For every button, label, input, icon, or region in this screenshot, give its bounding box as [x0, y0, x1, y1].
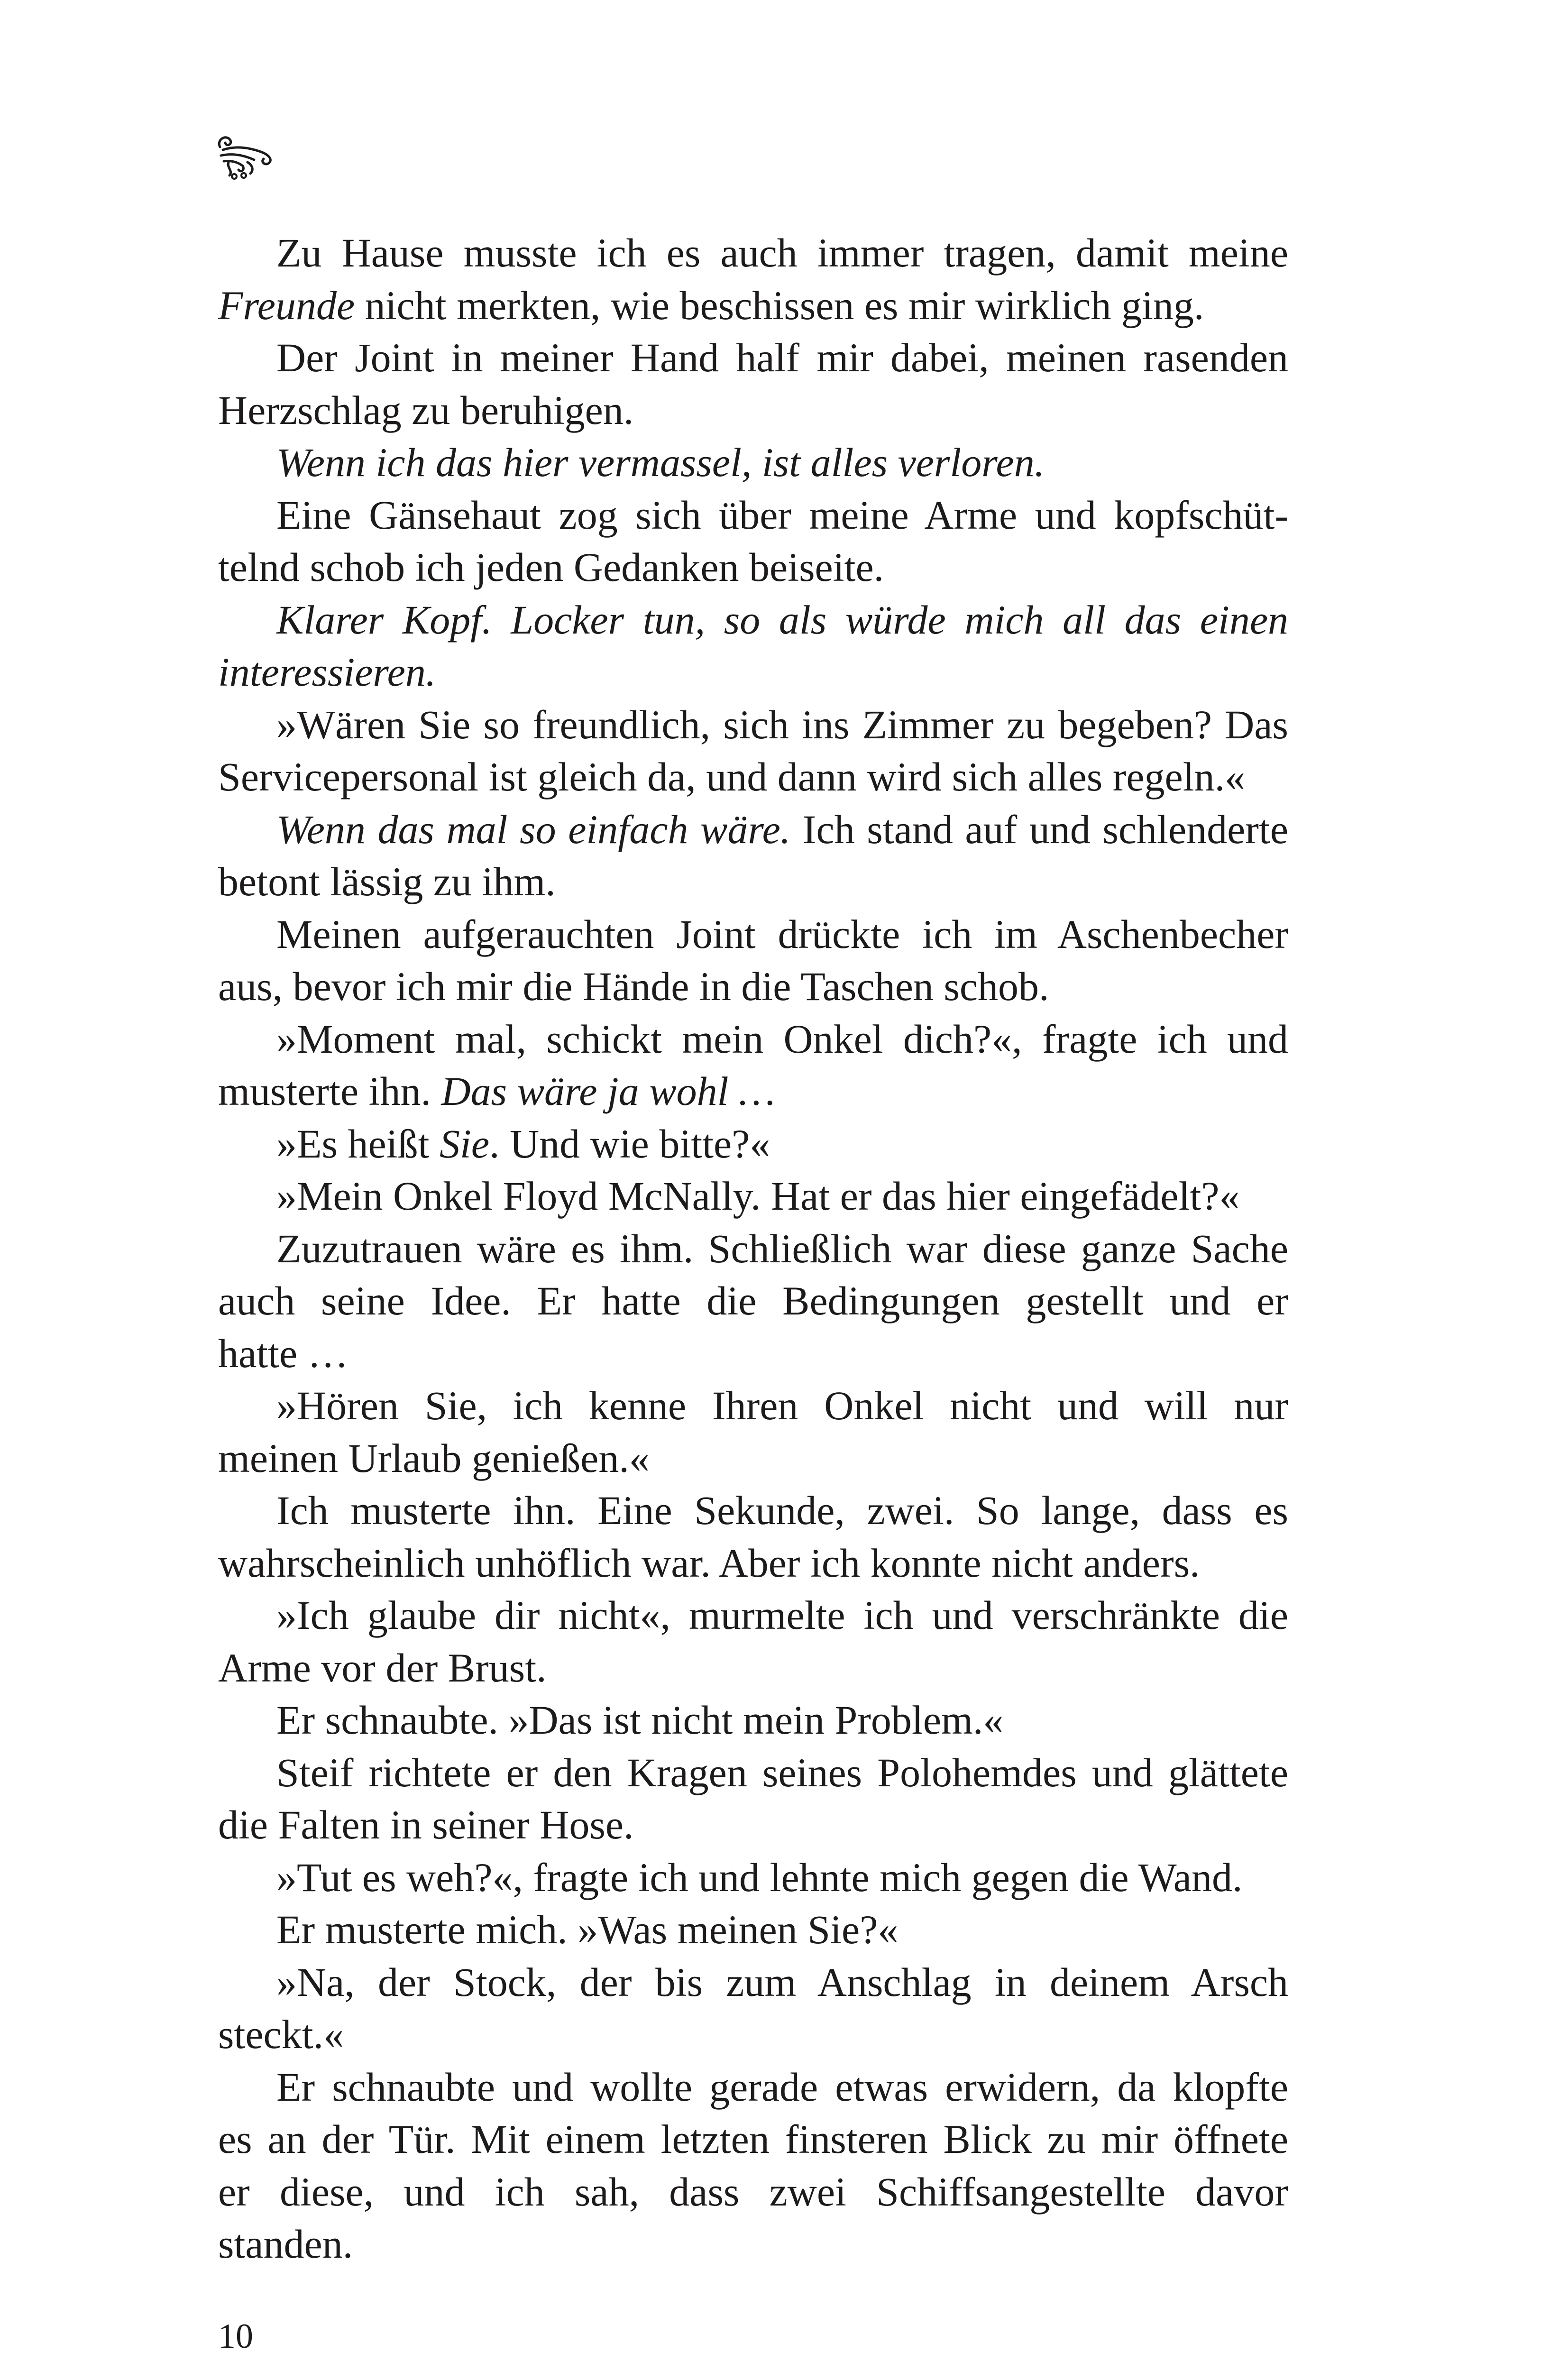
text-line: [218, 594, 1288, 646]
text-line: [218, 1013, 1288, 1066]
text-segment: Steif richtete er den Kragen seines Polohemdes und glättete: [276, 1749, 1288, 1795]
text-line: [218, 384, 1288, 437]
text-line: [218, 1327, 1288, 1380]
text-segment: Ich musterte ihn. Eine Sekunde, zwei. So lange, dass es: [276, 1488, 1288, 1533]
text-line: [218, 1746, 1288, 1799]
text-segment: »Na, der Stock, der bis zum Anschlag in deinem Arsch: [276, 1959, 1288, 2005]
body-text: [218, 227, 1288, 2270]
paragraph: [218, 908, 1288, 1013]
italic-text: Das wäre ja wohl …: [441, 1068, 775, 1114]
text-segment: . Und wie bitte?«: [489, 1121, 770, 1167]
text-line: [218, 227, 1288, 279]
paragraph: [218, 331, 1288, 436]
text-segment: telnd schob ich jeden Gedanken beiseite.: [218, 544, 884, 590]
paragraph: [218, 1589, 1288, 1694]
text-line: [218, 1956, 1288, 2009]
text-segment: Er musterte mich. »Was meinen Sie?«: [276, 1907, 899, 1952]
text-segment: Meinen aufgerauchten Joint drückte ich im Aschenbecher: [276, 911, 1288, 957]
text-line: [218, 541, 1288, 594]
italic-text: Sie: [439, 1121, 490, 1167]
text-line: [218, 960, 1288, 1013]
text-segment: es an der Tür. Mit einem letzten finsteren Blick zu mir öffnete: [218, 2116, 1288, 2162]
paragraph: [218, 698, 1288, 803]
text-segment: »Tut es weh?«, fragte ich und lehnte mich gegen die Wand.: [276, 1854, 1243, 1900]
text-segment: aus, bevor ich mir die Hände in die Taschen schob.: [218, 964, 1049, 1009]
text-segment: meinen Urlaub genießen.«: [218, 1435, 650, 1481]
text-segment: »Hören Sie, ich kenne Ihren Onkel nicht und will nur: [276, 1383, 1288, 1428]
paragraph: [218, 1170, 1288, 1222]
text-line: [218, 279, 1288, 332]
text-line: [218, 1432, 1288, 1485]
text-line: [218, 751, 1288, 803]
text-line: [218, 1222, 1288, 1275]
text-segment: wahrscheinlich unhöflich war. Aber ich konnte nicht anders.: [218, 1540, 1200, 1586]
text-segment: Zu Hause musste ich es auch immer tragen, damit meine: [276, 230, 1288, 276]
text-segment: Ich stand auf und schlenderte: [790, 806, 1288, 852]
text-line: [218, 2061, 1288, 2114]
text-line: [218, 1484, 1288, 1537]
paragraph: [218, 1379, 1288, 1484]
paragraph: [218, 1484, 1288, 1589]
paragraph: [218, 227, 1288, 331]
text-line: [218, 489, 1288, 542]
italic-text: Wenn ich das hier vermassel, ist alles verloren.: [276, 440, 1045, 485]
text-segment: Herzschlag zu beruhigen.: [218, 387, 634, 433]
text-line: [218, 1694, 1288, 1746]
paragraph: [218, 489, 1288, 594]
text-line: [218, 1851, 1288, 1904]
italic-text: Klarer Kopf. Locker tun, so als würde mich all das einen: [276, 597, 1288, 643]
italic-text: interessieren.: [218, 649, 436, 695]
flourish-ornament-icon: [214, 132, 281, 182]
text-segment: »Moment mal, schickt mein Onkel dich?«, fragte ich und: [276, 1016, 1288, 1062]
text-line: [218, 1642, 1288, 1694]
text-line: [218, 1275, 1288, 1327]
text-segment: »Wären Sie so freundlich, sich ins Zimmer zu begeben? Das: [276, 701, 1288, 747]
paragraph: [218, 1118, 1288, 1170]
text-line: [218, 1118, 1288, 1170]
text-line: [218, 2008, 1288, 2061]
text-line: [218, 855, 1288, 908]
text-line: [218, 1170, 1288, 1222]
paragraph: [218, 1694, 1288, 1746]
text-segment: Er schnaubte und wollte gerade etwas erwidern, da klopfte: [276, 2064, 1288, 2110]
text-segment: hatte …: [218, 1330, 348, 1376]
text-line: [218, 1537, 1288, 1590]
page-number: 10: [218, 2317, 253, 2356]
text-segment: musterte ihn.: [218, 1068, 441, 1114]
text-segment: Zuzutrauen wäre es ihm. Schließlich war diese ganze Sache: [276, 1225, 1288, 1271]
text-line: [218, 698, 1288, 751]
text-line: [218, 1799, 1288, 1851]
text-segment: auch seine Idee. Er hatte die Bedingungen gestellt und er: [218, 1278, 1288, 1323]
text-line: [218, 2113, 1288, 2166]
text-line: [218, 908, 1288, 961]
text-line: [218, 436, 1288, 489]
text-segment: »Es heißt: [276, 1121, 440, 1167]
text-line: [218, 646, 1288, 698]
text-segment: Der Joint in meiner Hand half mir dabei, meinen rasenden: [276, 335, 1288, 380]
text-line: [218, 331, 1288, 384]
text-segment: Servicepersonal ist gleich da, und dann wird sich alles regeln.«: [218, 754, 1246, 800]
text-segment: »Mein Onkel Floyd McNally. Hat er das hier eingefädelt?«: [276, 1173, 1240, 1219]
text-segment: Er schnaubte. »Das ist nicht mein Problem.«: [276, 1697, 1004, 1743]
paragraph: [218, 1222, 1288, 1380]
italic-text: Wenn das mal so einfach wäre.: [276, 806, 791, 852]
text-segment: Eine Gänsehaut zog sich über meine Arme und kopfschüt-: [276, 492, 1288, 538]
text-line: [218, 1065, 1288, 1118]
paragraph: [218, 1013, 1288, 1118]
text-line: [218, 1589, 1288, 1642]
text-segment: steckt.«: [218, 2012, 344, 2057]
text-segment: betont lässig zu ihm.: [218, 859, 556, 904]
paragraph: [218, 436, 1288, 489]
text-segment: standen.: [218, 2221, 353, 2267]
text-line: [218, 2166, 1288, 2218]
text-segment: Arme vor der Brust.: [218, 1645, 547, 1691]
paragraph: [218, 2061, 1288, 2270]
text-segment: er diese, und ich sah, dass zwei Schiffsangestellte davor: [218, 2169, 1288, 2215]
text-line: [218, 2218, 1288, 2270]
text-line: [218, 1903, 1288, 1956]
text-line: [218, 1379, 1288, 1432]
paragraph: [218, 803, 1288, 908]
text-line: [218, 803, 1288, 856]
paragraph: [218, 594, 1288, 698]
paragraph: [218, 1746, 1288, 1851]
paragraph: [218, 1851, 1288, 1904]
paragraph: [218, 1956, 1288, 2061]
paragraph: [218, 1903, 1288, 1956]
text-segment: die Falten in seiner Hose.: [218, 1802, 634, 1847]
text-segment: nicht merkten, wie beschissen es mir wirklich ging.: [355, 282, 1204, 328]
italic-text: Freunde: [218, 282, 355, 328]
text-segment: »Ich glaube dir nicht«, murmelte ich und verschränkte die: [276, 1592, 1288, 1638]
